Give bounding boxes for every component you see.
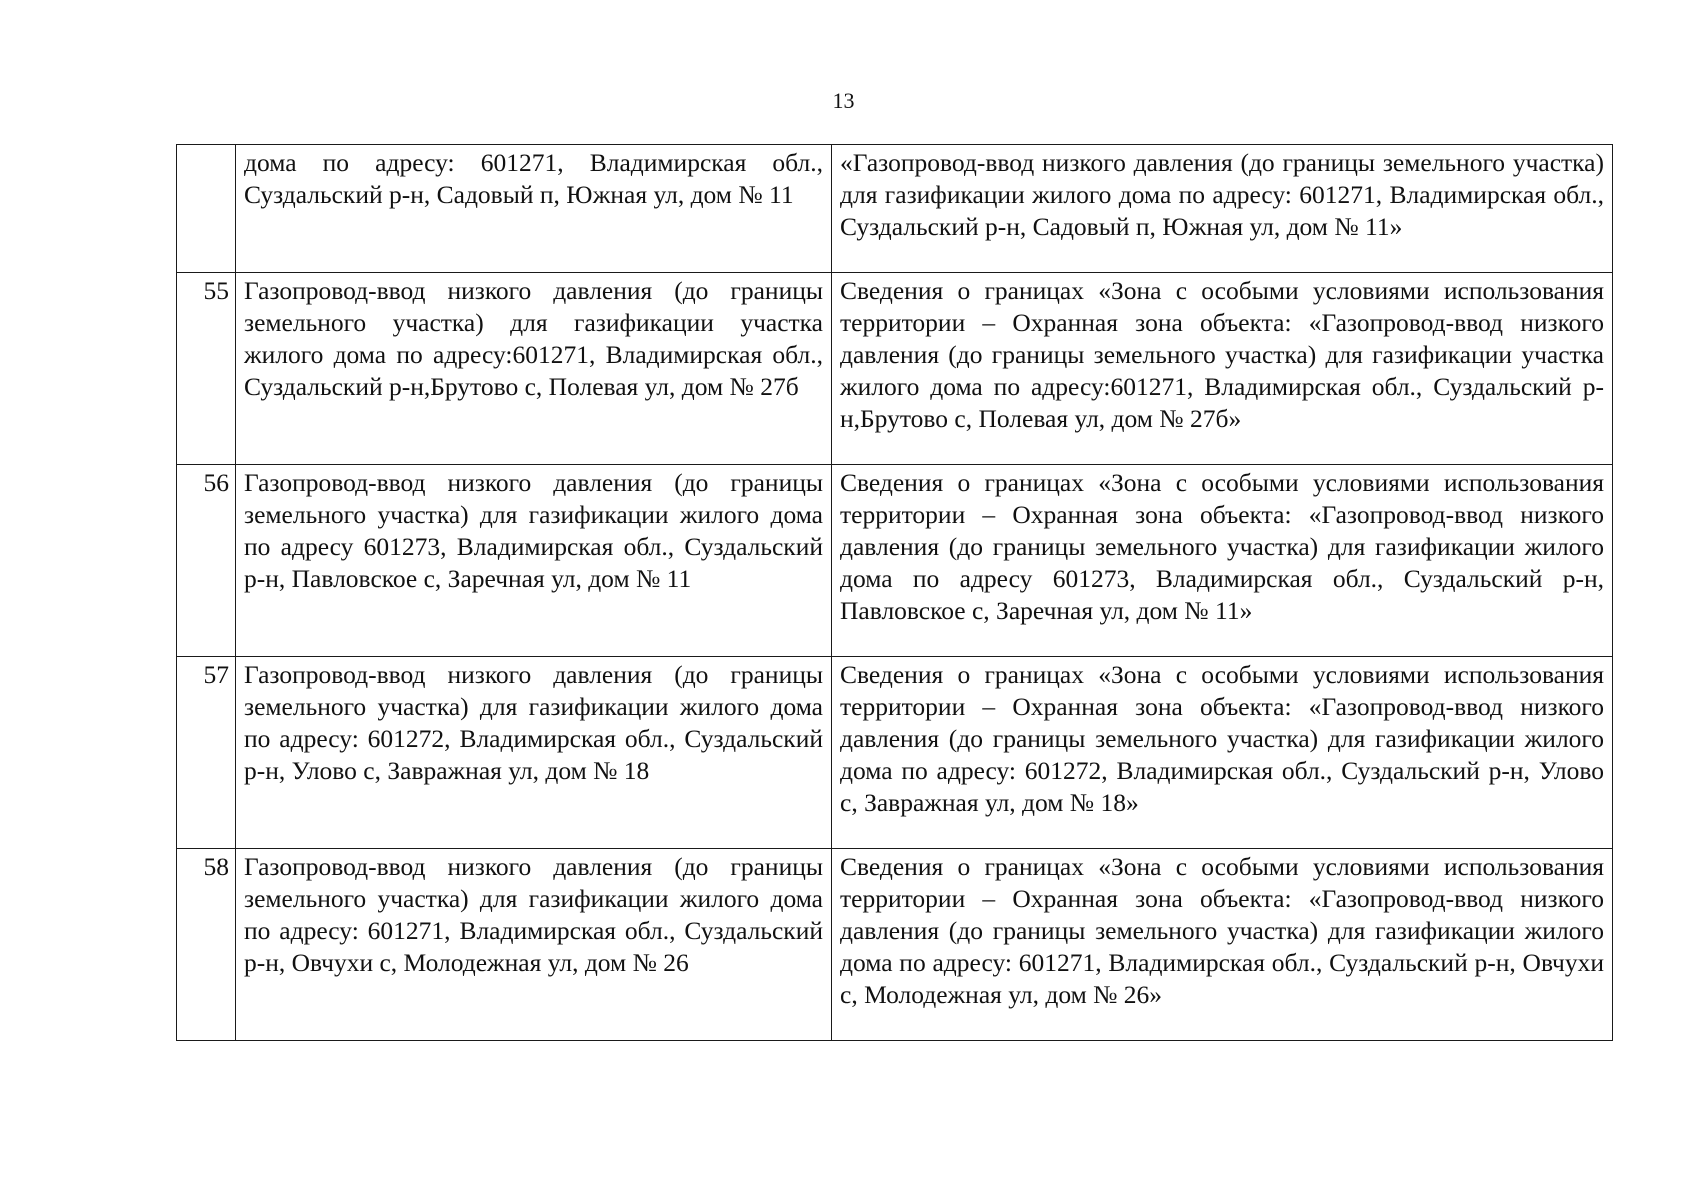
object-description: дома по адресу: 601271, Владимирская обл., Суздальский р-н, Садовый п, Южная ул, дом № 11: [236, 145, 832, 273]
row-number: 58: [177, 849, 236, 1041]
table-row: [177, 145, 1613, 273]
zone-information: Сведения о границах «Зона с особыми условиями использования территории – Охранная зона объекта: «Газопровод-ввод низкого давления (до границы земельного участка) для газификации жилого дома по адресу: 601272, Владимирская обл., Суздальский р-н, Улово с, Завражная ул, дом № 18»: [832, 657, 1613, 849]
object-description: Газопровод-ввод низкого давления (до границы земельного участка) для газификации жилого дома по адресу: 601272, Владимирская обл., Суздальский р-н, Улово с, Завражная ул, дом № 18: [236, 657, 832, 849]
table-row: [177, 273, 1613, 465]
object-description: Газопровод-ввод низкого давления (до границы земельного участка) для газификации участка жилого дома по адресу:601271, Владимирская обл., Суздальский р-н,Брутово с, Полевая ул, дом № 27б: [236, 273, 832, 465]
zone-information: Сведения о границах «Зона с особыми условиями использования территории – Охранная зона объекта: «Газопровод-ввод низкого давления (до границы земельного участка) для газификации участка жилого дома по адресу:601271, Владимирская обл., Суздальский р-н,Брутово с, Полевая ул, дом № 27б»: [832, 273, 1613, 465]
row-number: 56: [177, 465, 236, 657]
table-row: [177, 465, 1613, 657]
zone-information: Сведения о границах «Зона с особыми условиями использования территории – Охранная зона объекта: «Газопровод-ввод низкого давления (до границы земельного участка) для газификации жилого дома по адресу 601273, Владимирская обл., Суздальский р-н, Павловское с, Заречная ул, дом № 11»: [832, 465, 1613, 657]
object-description: Газопровод-ввод низкого давления (до границы земельного участка) для газификации жилого дома по адресу 601273, Владимирская обл., Суздальский р-н, Павловское с, Заречная ул, дом № 11: [236, 465, 832, 657]
page-number: 13: [832, 88, 855, 113]
row-number: 55: [177, 273, 236, 465]
row-number: [177, 145, 236, 273]
table-row: [177, 849, 1613, 1041]
table-row: [177, 657, 1613, 849]
zone-information: «Газопровод-ввод низкого давления (до границы земельного участка) для газификации жилого дома по адресу: 601271, Владимирская обл., Суздальский р-н, Садовый п, Южная ул, дом № 11»: [832, 145, 1613, 273]
zone-records-table: [176, 144, 1613, 1041]
object-description: Газопровод-ввод низкого давления (до границы земельного участка) для газификации жилого дома по адресу: 601271, Владимирская обл., Суздальский р-н, Овчухи с, Молодежная ул, дом № 26: [236, 849, 832, 1041]
zone-information: Сведения о границах «Зона с особыми условиями использования территории – Охранная зона объекта: «Газопровод-ввод низкого давления (до границы земельного участка) для газификации жилого дома по адресу: 601271, Владимирская обл., Суздальский р-н, Овчухи с, Молодежная ул, дом № 26»: [832, 849, 1613, 1041]
row-number: 57: [177, 657, 236, 849]
